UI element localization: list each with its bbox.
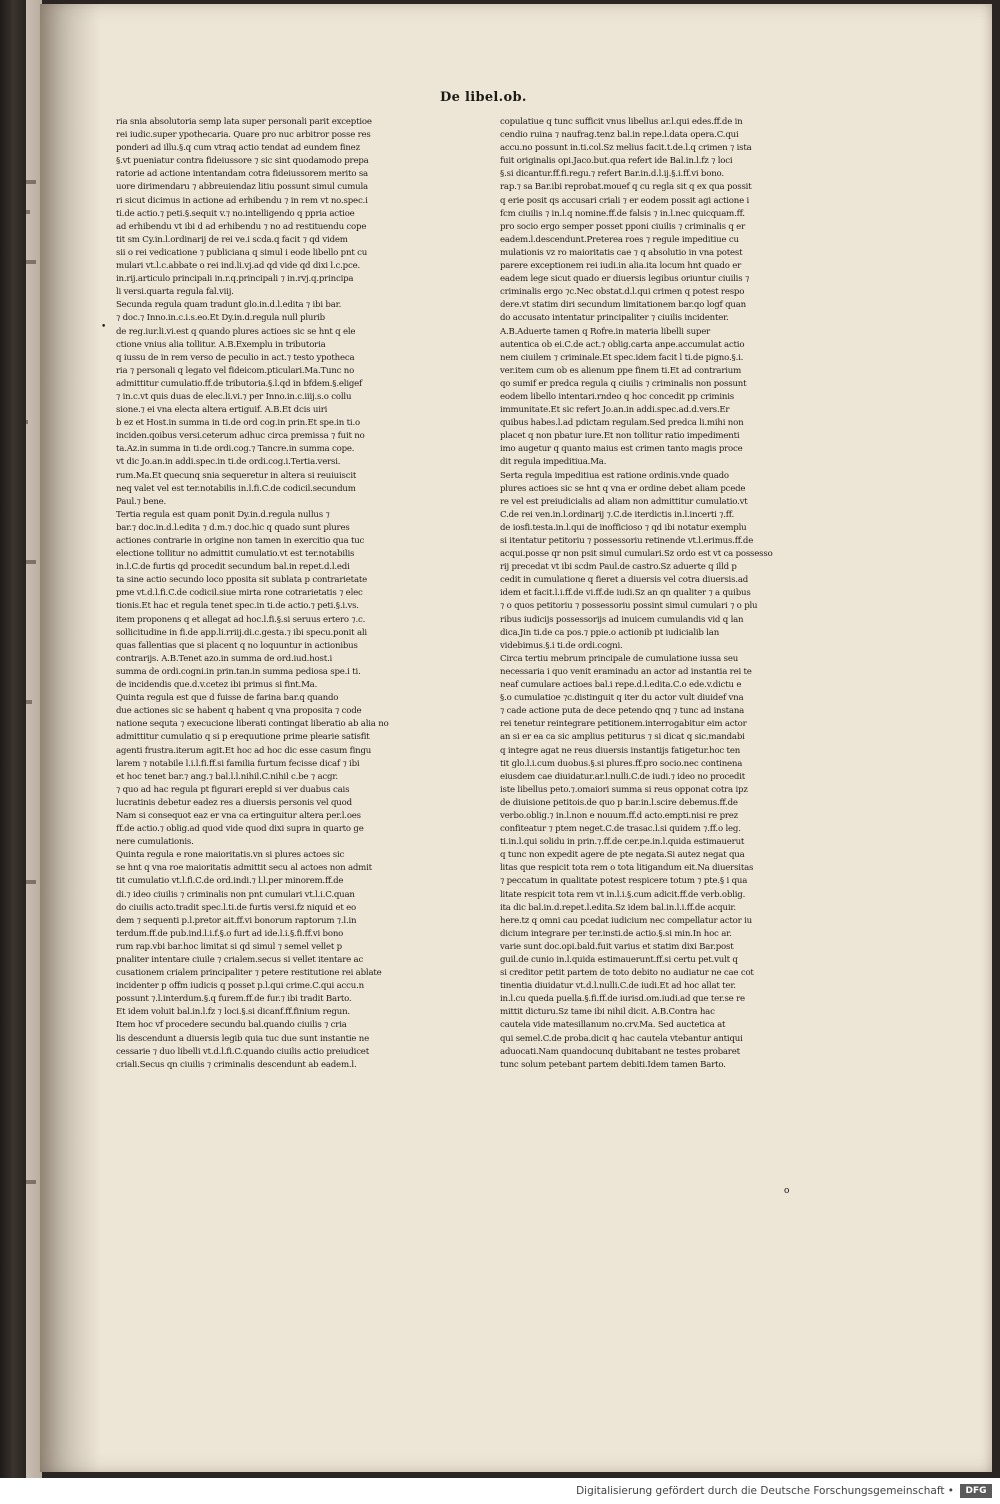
text-line: litate respicit tota rem vt in.l.i.§.cum adicit.ff.de verb.oblig. [500,889,746,900]
text-line: sollicitudine in fi.de app.li.rriij.di.c.gesta.⁊ ibi specu.ponit ali [116,627,367,638]
text-line: tinentia diuidatur vt.d.l.nulli.C.de iudi.Et ad hoc allat ter. [500,981,736,992]
text-line: do ciuilis acto.tradit spec.l.ti.de furtis versi.fz niquid et eo [116,902,357,913]
text-line: ribus iudicijs possessorijs ad inuicem cumulandis vid q lan [500,614,744,625]
text-line: rum.Ma.Et quecunq snia sequeretur in altera si reuiuiscit [116,470,357,481]
text-line: et hoc tenet bar.⁊ ang.⁊ bal.l.l.nihil.C.nihil c.be ⁊ acgr. [116,771,338,782]
text-line: tunc solum petebant partem debiti.Idem tamen Barto. [500,1059,726,1070]
text-line: q tunc non expedit agere de pte negata.Si autez negat qua [500,850,745,861]
text-line: ta.Az.in summa in ti.de ordi.cog.⁊ Tancre.in summa cope. [116,444,355,455]
text-line: an si er ea ca sic amplius petiturus ⁊ si dicat q sic.mandabi [500,732,745,743]
text-line: dica.Jin ti.de ca pos.⁊ ppie.o actionib pt iudicialib lan [500,627,720,638]
text-line: ria ⁊ personali q legato vel fideicom.pticulari.Ma.Tunc no [116,365,355,376]
text-line: cusationem crialem principaliter ⁊ petere restitutione rei ablate [116,968,382,979]
text-line: ita dic bal.in.d.repet.l.edita.Sz idem bal.in.l.i.ff.de acquir. [500,902,736,913]
text-line: tit glo.l.i.cum duobus.§.si plures.ff.pro socio.nec continena [500,758,743,769]
text-line: lucratinis debetur eadez res a diuersis personis vel quod [116,797,352,808]
text-line: ⁊ in.c.vt quis duas de elec.li.vi.⁊ per Inno.in.c.iiij.s.o collu [116,391,352,402]
text-line: tit cumulatio vt.l.fi.C.de ord.indi.⁊ l.l.per minorem.ff.de [116,876,344,887]
text-line: pro socio ergo semper posset pponi ciuilis ⁊ criminalis q er [500,221,745,232]
signature-mark: o [784,1186,790,1196]
text-line: q integre agat ne reus diuersis instantijs fatigetur.hoc ten [500,745,741,756]
text-line: cessarie ⁊ duo libelli vt.d.l.fi.C.quando ciuilis actio preiudicet [116,1046,369,1057]
text-line: ratorie ad actione intentandam cotra fideiussorem merito sa [116,169,368,180]
text-line: sii o rei vedicatione ⁊ publiciana q simul i eode libello pnt cu [116,247,368,258]
text-line: ⁊ quo ad hac regula pt figurari erepld si ver duabus cais [116,784,350,795]
text-line: incidenter p offm iudicis q posset p.l.qui crime.C.qui accu.n [116,981,364,992]
text-line: Paul.⁊ bene. [116,496,167,507]
text-line: here.tz q omni cau pcedat iudicium nec compellatur actor iu [500,915,752,926]
text-line: ta sine actio secundo loco pposita sit sublata p contrarietate [116,575,368,586]
text-line: mittit dicturu.Sz tame ibi nihil dicit. A.B.Contra hac [500,1007,715,1018]
text-line: uore dirimendaru ⁊ abbreuiendaz litiu possunt simul cumula [116,182,368,193]
text-line: bar.⁊ doc.in.d.l.edita ⁊ d.m.⁊ doc.hic q quado sunt plures [116,522,350,533]
text-line: ⁊ o quos petitoriu ⁊ possessoriu possint simul cumulari ⁊ o plu [500,601,758,612]
text-line: lis descendunt a diuersis legib quia tuc due sunt instantie ne [116,1033,370,1044]
text-line: Et idem voluit bal.in.l.fz ⁊ loci.§.si dicanf.ff.finium regun. [116,1007,350,1018]
page-fold-shadow [40,4,100,1472]
text-line: Serta regula impeditiua est ratione ordinis.vnde quado [500,470,729,481]
text-line: C.de rei ven.in.l.ordinarij ⁊.C.de iterdictis in.l.incerti ⁊.ff. [500,509,734,520]
text-line: autentica ob ei.C.de act.⁊ oblig.carta anpe.accumulat actio [500,339,745,350]
text-line: pnaliter intentare ciuile ⁊ crialem.secus si vellet itentare ac [116,955,364,965]
dfg-logo: DFG [960,1484,992,1498]
text-line: plures actioes sic se hnt q vna er ordine debet aliam pcede [500,483,746,494]
text-line: de incidendis que.d.v.cetez ibi primus si fint.Ma. [116,680,318,691]
text-line: qui semel.C.de proba.dicit q hac cautela vtebantur antiqui [500,1033,743,1044]
text-line: di.⁊ ideo ciuilis ⁊ criminalis non pnt cumulari vt.l.i.C.quan [116,889,355,900]
text-line: nere cumulationis. [116,837,194,848]
text-line: eodem libello intentari.rndeo q hoc concedit pp criminis [500,391,735,402]
text-line: cedit in cumulatione q fieret a diuersis vel cotra diuersis.ad [500,575,749,586]
text-line: ponderi ad illu.§.q cum vtraq actio tendat ad eundem finez [116,143,360,154]
text-line: videbimus.§.i ti.de ordi.cogni. [500,640,623,651]
text-line: ff.de actio.⁊ oblig.ad quod vide quod dixi supra in quarto ge [116,824,364,835]
text-line: parere exceptionem rei iudi.in alia.ita locum hnt quado er [500,261,742,272]
book-spine [0,0,26,1478]
text-line: necessaria i quo venit eraminadu an actor ad instantia rei te [500,666,752,677]
text-line: ver.item cum ob es alienum ppe finem ti.Et ad contrarium [500,365,742,376]
text-line: imo augetur q quanto maius est crimen tanto magis proce [500,444,743,455]
text-line: eiusdem cae diuidatur.ar.l.nulli.C.de iudi.⁊ ideo no procedit [500,771,746,782]
text-line: ⁊ peccatum in qualitate potest respicere totum ⁊ pte.§ i qua [500,876,748,887]
text-line: contrarijs. A.B.Tenet azo.in summa de ord.iud.host.i [116,653,333,664]
text-line: Item hoc vf procedere secundu bal.quando ciuilis ⁊ cria [116,1020,347,1031]
text-line: ad erhibendu vt ibi d ad erhibendu ⁊ no ad restituendu cope [116,221,367,232]
text-line: verbo.oblig.⁊ in.l.non e nouum.ff.d acto.empti.nisi re prez [500,810,739,821]
text-line: sione.⁊ ei vna electa altera ertiguif. A.B.Et dcis uiri [116,405,328,416]
margin-mark: • [101,322,107,332]
text-line: rap.⁊ sa Bar.ibi reprobat.mouef q cu regla sit q ex qua possit [500,182,752,193]
text-line: fuit originalis opi.Jaco.but.qua refert ide Bal.in.l.fz ⁊ loci [500,156,733,167]
text-line: quas fallentias que si placent q no loquuntur in actionibus [116,640,358,651]
text-line: qo sumif er predca regula q ciuilis ⁊ criminalis non possunt [500,378,747,389]
text-line: nem ciuilem ⁊ criminale.Et spec.idem facit l ti.de pigno.§.i. [500,352,744,363]
text-line: b ez et Host.in summa in ti.de ord cog.in prin.Et spe.in ti.o [116,418,360,429]
text-line: Tertia regula est quam ponit Dy.in.d.regula nullus ⁊ [116,509,330,520]
text-line: A.B.Aduerte tamen q Rofre.in materia libelli super [500,326,710,337]
text-line: rei tenetur reintegrare petitionem.interrogabitur eim actor [500,719,747,730]
text-line: tit sm Cy.in.l.ordinarij de rei ve.i scda.q facit ⁊ qd videm [116,234,348,245]
text-line: fcm ciuilis ⁊ in.l.q nomine.ff.de falsis ⁊ in.l.nec quicquam.ff. [500,208,745,219]
text-line: neq valet vel est ter.notabilis in.l.fi.C.de codicil.secundum [116,483,356,494]
text-line: ri sicut dicimus in actione ad erhibendu ⁊ in rem vt no.spec.i [116,195,368,206]
text-line: electione tollitur no admittit cumulatio.vt est ter.notabilis [116,549,355,560]
text-line: ria snia absolutoria semp lata super personali parit exceptioe [116,117,372,127]
text-line: §.vt pueniatur contra fideiussore ⁊ sic sint quodamodo prepa [116,156,369,167]
text-line: de reg.iur.li.vi.est q quando plures actioes sic se hnt q ele [116,326,356,337]
text-line: due actiones sic se habent q habent q vna proposita ⁊ code [116,706,362,717]
text-line: dem ⁊ sequenti p.l.pretor ait.ff.vi bonorum raptorum ⁊.l.in [116,915,357,926]
text-line: si creditor petit partem de toto debito no audiatur ne cae cot [500,968,754,979]
text-line: terdum.ff.de pub.ind.l.i.f.§.o furt ad ide.l.i.§.fi.ff.vi bono [116,928,344,939]
text-line: cautela vide matesillanum no.crv.Ma. Sed auctetica at [500,1020,726,1031]
right-text-column [500,116,826,1072]
text-line: §.si dicantur.ff.fi.regu.⁊ refert Bar.in.d.l.ij.§.i.ff.vi bono. [500,169,724,180]
text-line: Circa tertiu mebrum principale de cumulatione iussa seu [500,653,739,664]
text-line: mulationis vz ro maioritatis cae ⁊ q absolutio in vna potest [500,247,743,258]
text-line: cendio ruina ⁊ naufrag.tenz bal.in repe.l.data opera.C.qui [500,130,739,141]
text-line: actiones contrarie in origine non tamen in exercitio qua tuc [116,536,365,546]
text-line: eadem.l.descendunt.Preterea roes ⁊ regule impeditiue cu [500,234,739,245]
text-line: criali.Secus qn ciuilis ⁊ criminalis descendunt ab eadem.l. [116,1059,357,1070]
text-line: rum rap.vbi bar.hoc limitat si qd simul ⁊ semel vellet p [116,941,342,952]
text-line: eadem lege sicut quado er diuersis legibus oriuntur ciuilis ⁊ [500,274,750,285]
text-line: de iosfi.testa.in.l.qui de inofficioso ⁊ qd ibi notatur exemplu [500,522,747,533]
text-line: de diuisione petitois.de quo p bar.in.l.scire debemus.ff.de [500,797,738,808]
text-line: q iussu de in rem verso de peculio in act.⁊ testo ypotheca [116,352,355,363]
left-text-column [116,116,468,1072]
text-line: in.l.cu queda puella.§.fi.ff.de iurisd.om.iudi.ad que ter.se re [500,994,745,1005]
text-line: quibus habes.l.ad pdictam regulam.Sed predca li.mihi non [500,418,744,429]
text-line: Quinta regula est que d fuisse de farina bar.q quando [116,693,339,704]
text-line: vt dic Jo.an.in addi.spec.in ti.de ordi.cog.i.Tertia.versi. [116,457,341,468]
text-line: admittitur cumulatio q si p erequutione prime plearie satisfit [116,732,370,743]
text-line: rei iudic.super ypothecaria. Quare pro nuc arbitror posse res [116,130,371,141]
text-line: placet q non pbatur iure.Et non tollitur ratio impedimenti [500,431,740,442]
text-line: Nam si consequot eaz er vna ca ertinguitur altera per.l.oes [116,810,361,821]
text-line: iste libellus peto.⁊.omaiori summa si reus opponat cotra ipz [500,784,748,795]
text-line: do accusato intentatur principaliter ⁊ ciuilis incidenter. [500,313,729,324]
text-line: guil.de cunio in.l.quida estimauerunt.ff.si certu pet.vult q [500,955,738,965]
text-line: agenti frustra.iterum agit.Et hoc ad hoc dic esse casum fingu [116,745,372,756]
text-line: ⁊ doc.⁊ Inno.in.c.i.s.eo.Et Dy.in.d.regula null plurib [116,313,325,324]
text-line: pme vt.d.l.fi.C.de codicil.siue mirta rone cotrarietatis ⁊ elec [116,588,363,599]
text-line: tionis.Et hac et regula tenet spec.in ti.de actio.⁊ peti.§.i.vs. [116,601,359,612]
text-line: aduocati.Nam quandocunq dubitabant ne testes probaret [500,1046,740,1057]
text-line: dere.vt statim diri secundum limitationem bar.qo logf quan [500,300,746,311]
text-line: immunitate.Et sic refert Jo.an.in addi.spec.ad.d.vers.Er [500,405,730,416]
running-title: De libel.ob. [440,90,527,105]
text-line: criminalis ergo ⁊c.Nec obstat.d.l.qui crimen q potest respo [500,287,745,298]
text-line: varie sunt doc.opi.bald.fuit varius et statim dixi Bar.post [500,941,734,952]
text-line: idem et facit.l.i.ff.de vi.ff.de iudi.Sz an qn qualiter ⁊ a quibus [500,588,751,599]
text-line: natione sequta ⁊ execucione liberati contingat liberatio ab alia no [116,719,389,730]
text-line: in.l.C.de furtis qd procedit secundum bal.in repet.d.l.edi [116,562,350,573]
text-line: ctione vnius alia tollitur. A.B.Exemplu in tributoria [116,339,326,350]
text-line: neaf cumulare actioes bal.i repe.d.l.edita.C.o ede.v.dictu e [500,680,742,691]
text-line: litas que respicit tota rem o tota litigandum eit.Na diuersitas [500,863,754,874]
text-line: q erie posit qs accusari criali ⁊ er eodem possit agi actione i [500,195,750,206]
text-line: ti.in.l.qui solidu in prin.⁊.ff.de cer.pe.in.l.quida estimauerut [500,837,745,848]
text-line: dit regula impeditiua.Ma. [500,457,607,468]
text-line: possunt ⁊.l.interdum.§.q furem.ff.de fur.⁊ ibi tradit Barto. [116,994,352,1005]
text-line: admittitur cumulatio.ff.de tributoria.§.l.qd in bfdem.§.eligef [116,378,363,389]
text-line: confiteatur ⁊ ptem neget.C.de trasac.l.si quidem ⁊.ff.o leg. [500,824,741,835]
text-line: acqui.posse qr non psit simul cumulari.Sz ordo est vt ca possesso [500,549,773,560]
text-line: accu.no possunt in.ti.col.Sz melius facit.t.de.l.q crimen ⁊ ista [500,143,752,154]
text-line: Secunda regula quam tradunt glo.in.d.l.edita ⁊ ibi bar. [116,300,342,311]
text-line: larem ⁊ notabile l.i.l.fi.ff.si familia furtum fecisse dicaf ⁊ ibi [116,758,360,769]
text-line: dicium integrare per ter.insti.de actio.§.si min.In hoc ar. [500,928,732,939]
text-line: inciden.qoibus versi.ceterum adhuc circa premissa ⁊ fuit no [116,431,365,442]
text-line: §.o cumulatioe ⁊c.distinguit q iter du actor vult diuidef vna [500,693,744,704]
text-line: item proponens q et allegat ad hoc.l.fi.§.si seruus ertero ⁊.c. [116,614,366,625]
text-line: rij precedat vt ibi scdm Paul.de castro.Sz aduerte q illd p [500,562,737,573]
text-line: Quinta regula e rone maioritatis.vn si plures actoes sic [116,850,345,861]
text-line: li versi.quarta regula fal.viij. [116,287,234,298]
funding-credit: Digitalisierung gefördert durch die Deutsche Forschungsgemeinschaft • [576,1485,954,1497]
text-line: ti.de actio.⁊ peti.§.sequit v.⁊ no.intelligendo q ppria actioe [116,208,355,219]
text-line: se hnt q vna roe maioritatis admittit secu al actoes non admit [116,863,372,874]
text-line: re vel est preiudicialis ad aliam non admittitur cumulatio.vt [500,496,748,507]
text-line: mulari vt.l.c.abbate o rei ind.li.vj.ad qd vide qd dixi l.c.pce. [116,261,360,272]
footer-bar [0,1478,1000,1504]
text-line: ⁊ cade actione puta de dece petendo qnq ⁊ tunc ad instana [500,706,745,717]
text-line: copulatiue q tunc sufficit vnus libellus ar.l.qui edes.ff.de in [500,117,743,127]
text-line: summa de ordi.cogni.in prin.tan.in summa pediosa spe.i ti. [116,666,361,677]
text-line: in.rij.articulo principali in.r.q.principali ⁊ in.rvj.q.principa [116,274,354,285]
text-line: si itentatur petitoriu ⁊ possessoriu retinende vt.l.erimus.ff.de [500,536,754,546]
